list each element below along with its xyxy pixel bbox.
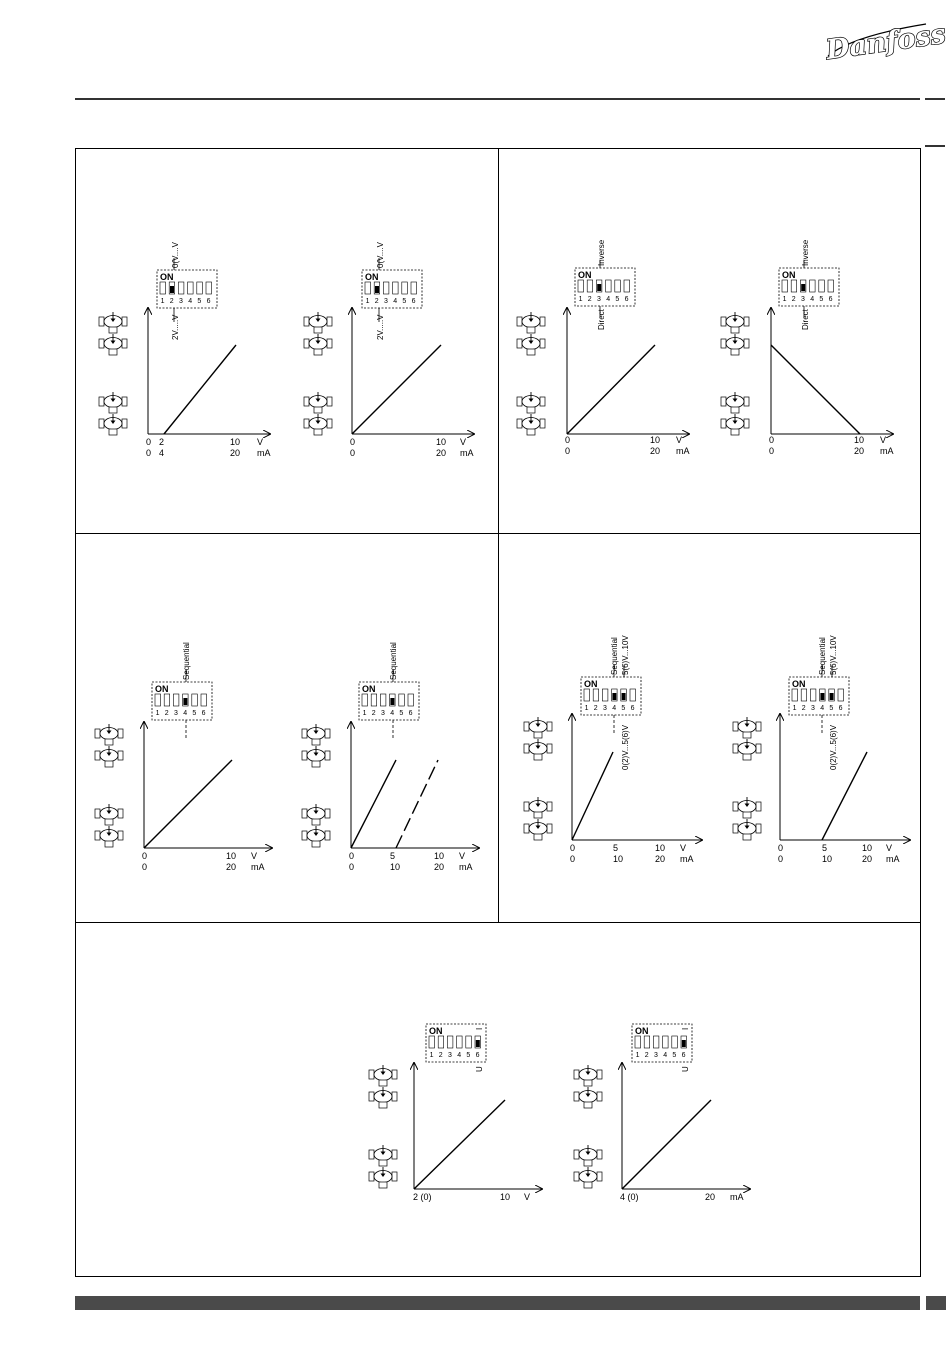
dip-switch-number: 1	[584, 705, 589, 712]
valve-icon-3	[99, 392, 127, 413]
label-sequential: Sequential	[182, 642, 191, 680]
dip-switch-5	[819, 280, 825, 292]
dip-switch-4	[810, 280, 816, 292]
dip-switch-4	[457, 1036, 463, 1048]
chart-e1-x-tick-2: V	[524, 1192, 531, 1202]
dip-switch-number: 1	[792, 705, 797, 712]
dip-switch-5	[672, 1036, 678, 1048]
dip-on-label: ON	[782, 270, 796, 280]
chart-a2-v-tick-1: 10	[436, 437, 447, 447]
label-sequential: Sequential	[389, 642, 398, 680]
valve-icon-2	[95, 746, 123, 767]
dip-switch-number: 1	[578, 296, 583, 303]
chart-e1-x-tick-1: 10	[500, 1192, 511, 1202]
chart-c1-ma-tick-2: mA	[251, 862, 265, 872]
dip-switch-6	[201, 694, 207, 706]
chart-d2-ma-tick-2: 20	[862, 854, 873, 864]
valve-icon-1	[524, 717, 552, 738]
dip-switch-number: 6	[206, 298, 211, 305]
valve-icon-2	[524, 739, 552, 760]
dip-switch-number: 1	[429, 1052, 434, 1059]
valve-icon-3	[369, 1145, 397, 1166]
dip-switch-2	[438, 1036, 444, 1048]
panel-d	[524, 635, 910, 864]
dip-switch-number: 5	[399, 710, 404, 717]
dip-switch-number: 6	[624, 296, 629, 303]
dip-switch-number: 2	[587, 296, 592, 303]
dip-on-label: ON	[365, 272, 379, 282]
label-range-high: 5(6)V...10V	[621, 635, 630, 675]
dip-switch-number: 3	[801, 296, 805, 303]
label-direct: Direct	[801, 309, 810, 330]
chart-b2-line	[771, 345, 860, 434]
panel-a	[99, 241, 474, 458]
valve-icon-4	[517, 414, 545, 435]
dip-switch-number: 1	[635, 1052, 640, 1059]
dip-on-label: ON	[155, 684, 169, 694]
chart-a1-ma-tick-2: 20	[230, 448, 241, 458]
dip-switch-lever-2	[170, 286, 174, 293]
dip-switch-6	[630, 689, 636, 701]
valve-symbols	[517, 312, 545, 435]
dip-switch-block	[362, 270, 422, 308]
valve-icon-2	[721, 334, 749, 355]
label-inverse: Inverse	[597, 239, 606, 266]
dip-switch-1	[362, 694, 368, 706]
dip-switch-number: 4	[606, 296, 611, 303]
chart-e2-x-tick-0: 4 (0)	[620, 1192, 639, 1202]
chart-a2-line	[352, 345, 441, 434]
dip-switch-number: 5	[621, 705, 626, 712]
valve-symbols	[733, 717, 761, 840]
label-sequential: Sequential	[610, 637, 619, 675]
chart-c1-ma-tick-0: 0	[142, 862, 148, 872]
valve-icon-1	[369, 1065, 397, 1086]
dip-on-label: ON	[792, 679, 806, 689]
dip-switch-number: 2	[791, 296, 796, 303]
chart-b1-ma-tick-1: 20	[650, 446, 661, 456]
valve-icon-3	[304, 392, 332, 413]
dip-on-label: ON	[362, 684, 376, 694]
dip-switch-number: 4	[390, 710, 395, 717]
chart-d2-v-tick-0: 0	[778, 843, 784, 853]
dip-switch-number: 3	[811, 705, 815, 712]
valve-icon-3	[302, 804, 330, 825]
label-2v-v: 2V.....V	[171, 314, 180, 340]
dip-switch-6	[408, 694, 414, 706]
dip-switch-2	[791, 280, 797, 292]
chart-c1-ma-tick-1: 20	[226, 862, 237, 872]
valve-icon-2	[369, 1087, 397, 1108]
chart-d2-v-tick-1: 5	[822, 843, 828, 853]
chart-c1-line	[144, 760, 232, 848]
dip-switch-number: 6	[828, 296, 833, 303]
valve-icon-3	[574, 1145, 602, 1166]
chart-b1-ma-tick-2: mA	[676, 446, 690, 456]
valve-icon-4	[99, 414, 127, 435]
chart-e2-x-tick-2: mA	[730, 1192, 744, 1202]
valve-icon-4	[304, 414, 332, 435]
brand-name: Danfoss	[824, 18, 948, 67]
label-u: U	[681, 1066, 690, 1072]
dip-switch-3	[380, 694, 386, 706]
dip-switch-block	[157, 270, 217, 308]
label-u: U	[475, 1066, 484, 1072]
dip-switch-1	[365, 282, 371, 294]
valve-symbols	[304, 312, 332, 435]
dip-switch-5	[402, 282, 408, 294]
dip-switch-4	[188, 282, 194, 294]
dip-switch-lever-5	[622, 693, 626, 700]
dip-switch-number: 4	[820, 705, 825, 712]
chart-d2-v-tick-2: 10	[862, 843, 873, 853]
dip-switch-number: 5	[672, 1052, 677, 1059]
chart-e2-x-tick-1: 20	[705, 1192, 716, 1202]
label-i: I	[475, 1027, 484, 1030]
panel-e	[369, 1024, 750, 1202]
dip-switch-block	[779, 268, 839, 306]
chart-d2-ma-tick-0: 0	[778, 854, 784, 864]
dip-switch-block	[789, 677, 849, 715]
valve-icon-1	[304, 312, 332, 333]
dip-switch-6	[411, 282, 417, 294]
dip-switch-lever-4	[820, 693, 824, 700]
chart-b2-ma-tick-2: mA	[880, 446, 894, 456]
dip-switch-number: 3	[179, 298, 183, 305]
valve-icon-4	[302, 826, 330, 847]
dip-switch-lever-4	[390, 698, 394, 705]
chart-b1-v-tick-2: V	[676, 435, 683, 445]
dip-switch-2	[593, 689, 599, 701]
dip-switch-block	[575, 268, 635, 306]
dip-switch-number: 5	[197, 298, 202, 305]
chart-d2-ma-tick-1: 10	[822, 854, 833, 864]
dip-on-label: ON	[578, 270, 592, 280]
valve-icon-4	[369, 1167, 397, 1188]
valve-symbols	[721, 312, 749, 435]
dip-switch-number: 5	[466, 1052, 471, 1059]
dip-switch-3	[383, 282, 389, 294]
valve-icon-2	[517, 334, 545, 355]
dip-switch-number: 5	[829, 705, 834, 712]
dip-switch-lever-6	[682, 1040, 686, 1047]
footer-tab	[926, 1296, 946, 1310]
valve-icon-4	[733, 819, 761, 840]
valve-icon-1	[574, 1065, 602, 1086]
chart-d1-line	[572, 752, 613, 840]
dip-switch-6	[624, 280, 630, 292]
dip-switch-5	[615, 280, 621, 292]
dip-switch-4	[606, 280, 612, 292]
valve-icon-4	[95, 826, 123, 847]
dip-switch-1	[584, 689, 590, 701]
label-0v-v: 0(V....V	[376, 242, 385, 268]
valve-icon-3	[733, 797, 761, 818]
chart-b1-line	[567, 345, 655, 434]
valve-icon-1	[95, 724, 123, 745]
dip-switch-number: 1	[160, 298, 165, 305]
chart-d1-ma-tick-1: 10	[613, 854, 624, 864]
dip-switch-number: 2	[374, 298, 379, 305]
chart-c2-ma-tick-3: mA	[459, 862, 473, 872]
dip-switch-1	[160, 282, 166, 294]
label-range-low: 0(2)V...5(6)V	[829, 724, 838, 770]
valve-icon-2	[304, 334, 332, 355]
dip-switch-1	[155, 694, 161, 706]
dip-switch-number: 4	[663, 1052, 668, 1059]
dip-switch-number: 2	[644, 1052, 649, 1059]
dip-switch-2	[801, 689, 807, 701]
chart-b2-v-tick-1: 10	[854, 435, 865, 445]
dip-switch-number: 6	[630, 705, 635, 712]
label-direct: Direct	[597, 309, 606, 330]
dip-switch-block	[152, 682, 212, 720]
dip-switch-number: 4	[810, 296, 815, 303]
valve-icon-1	[733, 717, 761, 738]
valve-icon-3	[524, 797, 552, 818]
dip-switch-number: 4	[188, 298, 193, 305]
dip-switch-number: 5	[615, 296, 620, 303]
dip-switch-3	[653, 1036, 659, 1048]
dip-switch-number: 3	[174, 710, 178, 717]
chart-d1-v-tick-2: 10	[655, 843, 666, 853]
dip-on-label: ON	[160, 272, 174, 282]
chart-d2-ma-tick-3: mA	[886, 854, 900, 864]
chart-c1-v-tick-1: 10	[226, 851, 237, 861]
valve-symbols	[524, 717, 552, 840]
chart-c2-ma-tick-0: 0	[349, 862, 355, 872]
chart-a2-v-tick-0: 0	[350, 437, 356, 447]
dip-switch-lever-4	[612, 693, 616, 700]
dip-switch-number: 3	[603, 705, 607, 712]
dip-switch-number: 1	[782, 296, 787, 303]
valve-symbols	[99, 312, 127, 435]
chart-a2-ma-tick-1: 20	[436, 448, 447, 458]
valve-icon-3	[517, 392, 545, 413]
valve-icon-4	[721, 414, 749, 435]
chart-c2-v-tick-3: V	[459, 851, 466, 861]
chart-d1-v-tick-0: 0	[570, 843, 576, 853]
valve-icon-4	[574, 1167, 602, 1188]
dip-switch-number: 6	[838, 705, 843, 712]
valve-icon-3	[721, 392, 749, 413]
dip-switch-number: 4	[612, 705, 617, 712]
chart-d1-v-tick-1: 5	[613, 843, 619, 853]
chart-b1-ma-tick-0: 0	[565, 446, 571, 456]
dip-on-label: ON	[429, 1026, 443, 1036]
dip-switch-number: 4	[457, 1052, 462, 1059]
dip-switch-lever-6	[476, 1040, 480, 1047]
dip-switch-1	[782, 280, 788, 292]
chart-b1-v-tick-1: 10	[650, 435, 661, 445]
dip-switch-number: 2	[801, 705, 806, 712]
label-sequential: Sequential	[818, 637, 827, 675]
chart-c2-ma-tick-2: 20	[434, 862, 445, 872]
chart-a1-v-tick-3: V	[257, 437, 264, 447]
dip-switch-number: 3	[597, 296, 601, 303]
chart-a2-v-tick-2: V	[460, 437, 467, 447]
chart-c1-v-tick-0: 0	[142, 851, 148, 861]
chart-b2-ma-tick-1: 20	[854, 446, 865, 456]
label-range-high: 5(6)V...10V	[829, 635, 838, 675]
dip-switch-number: 2	[593, 705, 598, 712]
dip-switch-lever-3	[801, 284, 805, 291]
dip-switch-4	[393, 282, 399, 294]
dip-switch-number: 5	[192, 710, 197, 717]
dip-switch-1	[792, 689, 798, 701]
chart-c2-v-tick-2: 10	[434, 851, 445, 861]
chart-a1-ma-tick-3: mA	[257, 448, 271, 458]
chart-b2-v-tick-2: V	[880, 435, 887, 445]
dip-switch-number: 6	[201, 710, 206, 717]
valve-icon-1	[302, 724, 330, 745]
chart-b1-v-tick-0: 0	[565, 435, 571, 445]
dip-switch-3	[602, 689, 608, 701]
dip-switch-6	[838, 689, 844, 701]
dip-on-label: ON	[584, 679, 598, 689]
valve-icon-2	[99, 334, 127, 355]
dip-switch-5	[399, 694, 405, 706]
valve-symbols	[95, 724, 123, 847]
dip-switch-lever-2	[375, 286, 379, 293]
valve-icon-1	[99, 312, 127, 333]
chart-d1-ma-tick-3: mA	[680, 854, 694, 864]
dip-switch-3	[810, 689, 816, 701]
label-inverse: Inverse	[801, 239, 810, 266]
chart-c2-v-tick-0: 0	[349, 851, 355, 861]
dip-switch-lever-3	[597, 284, 601, 291]
dip-switch-lever-4	[183, 698, 187, 705]
dip-switch-4	[663, 1036, 669, 1048]
valve-icon-3	[95, 804, 123, 825]
dip-switch-number: 5	[819, 296, 824, 303]
dip-switch-1	[635, 1036, 641, 1048]
label-2v-v: 2V.....V	[376, 314, 385, 340]
dip-switch-6	[206, 282, 212, 294]
dip-switch-1	[578, 280, 584, 292]
dip-switch-5	[192, 694, 198, 706]
footer-bar	[75, 1296, 920, 1310]
dip-switch-3	[447, 1036, 453, 1048]
dip-switch-6	[828, 280, 834, 292]
valve-icon-2	[302, 746, 330, 767]
chart-c2-line-2	[396, 760, 438, 848]
chart-d1-v-tick-3: V	[680, 843, 687, 853]
valve-symbols	[302, 724, 330, 847]
dip-switch-number: 6	[475, 1052, 480, 1059]
chart-a1-v-tick-2: 10	[230, 437, 241, 447]
valve-icon-1	[517, 312, 545, 333]
chart-a1-v-tick-0: 0	[146, 437, 152, 447]
dip-switch-number: 2	[371, 710, 376, 717]
chart-a2-ma-tick-0: 0	[350, 448, 356, 458]
chart-c2-v-tick-1: 5	[390, 851, 396, 861]
chart-e1-line	[414, 1100, 505, 1189]
label-0v-v: 0(V....V	[171, 242, 180, 268]
dip-switch-block	[359, 682, 419, 720]
dip-switch-number: 4	[393, 298, 398, 305]
chart-d1-ma-tick-0: 0	[570, 854, 576, 864]
valve-icon-1	[721, 312, 749, 333]
chart-c2-line-1	[351, 760, 396, 848]
dip-switch-2	[587, 280, 593, 292]
chart-a2-ma-tick-2: mA	[460, 448, 474, 458]
dip-switch-number: 3	[381, 710, 385, 717]
dip-switch-block	[581, 677, 641, 715]
chart-b2-v-tick-0: 0	[769, 435, 775, 445]
valve-symbols	[369, 1065, 397, 1188]
dip-switch-number: 2	[164, 710, 169, 717]
chart-d1-ma-tick-2: 20	[655, 854, 666, 864]
dip-switch-3	[178, 282, 184, 294]
dip-switch-number: 3	[654, 1052, 658, 1059]
valve-icon-2	[574, 1087, 602, 1108]
chart-e2-line	[622, 1100, 711, 1189]
dip-switch-number: 6	[408, 710, 413, 717]
panel-b	[517, 239, 894, 456]
dip-switch-number: 4	[183, 710, 188, 717]
dip-switch-1	[429, 1036, 435, 1048]
chart-a1-line	[164, 345, 236, 434]
chart-c2-ma-tick-1: 10	[390, 862, 401, 872]
panel-c	[95, 642, 479, 872]
dip-switch-number: 1	[365, 298, 370, 305]
dip-switch-lever-5	[830, 693, 834, 700]
dip-switch-number: 2	[438, 1052, 443, 1059]
dip-switch-5	[466, 1036, 472, 1048]
valve-symbols	[574, 1065, 602, 1188]
dip-switch-number: 3	[448, 1052, 452, 1059]
dip-switch-number: 1	[362, 710, 367, 717]
label-i: I	[681, 1027, 690, 1030]
dip-switch-2	[371, 694, 377, 706]
dip-switch-number: 3	[384, 298, 388, 305]
chart-a1-v-tick-1: 2	[159, 437, 165, 447]
dip-switch-number: 6	[411, 298, 416, 305]
dip-switch-2	[644, 1036, 650, 1048]
dip-switch-number: 5	[402, 298, 407, 305]
label-range-low: 0(2)V...5(6)V	[621, 724, 630, 770]
dip-switch-2	[164, 694, 170, 706]
valve-icon-4	[524, 819, 552, 840]
dip-on-label: ON	[635, 1026, 649, 1036]
chart-a1-ma-tick-1: 4	[159, 448, 165, 458]
valve-icon-2	[733, 739, 761, 760]
dip-switch-number: 6	[681, 1052, 686, 1059]
dip-switch-number: 2	[169, 298, 174, 305]
chart-b2-ma-tick-0: 0	[769, 446, 775, 456]
dip-switch-number: 1	[155, 710, 160, 717]
chart-d2-v-tick-3: V	[886, 843, 893, 853]
chart-a1-ma-tick-0: 0	[146, 448, 152, 458]
dip-switch-3	[173, 694, 179, 706]
chart-e1-x-tick-0: 2 (0)	[413, 1192, 432, 1202]
dip-switch-5	[197, 282, 203, 294]
chart-c1-v-tick-2: V	[251, 851, 258, 861]
